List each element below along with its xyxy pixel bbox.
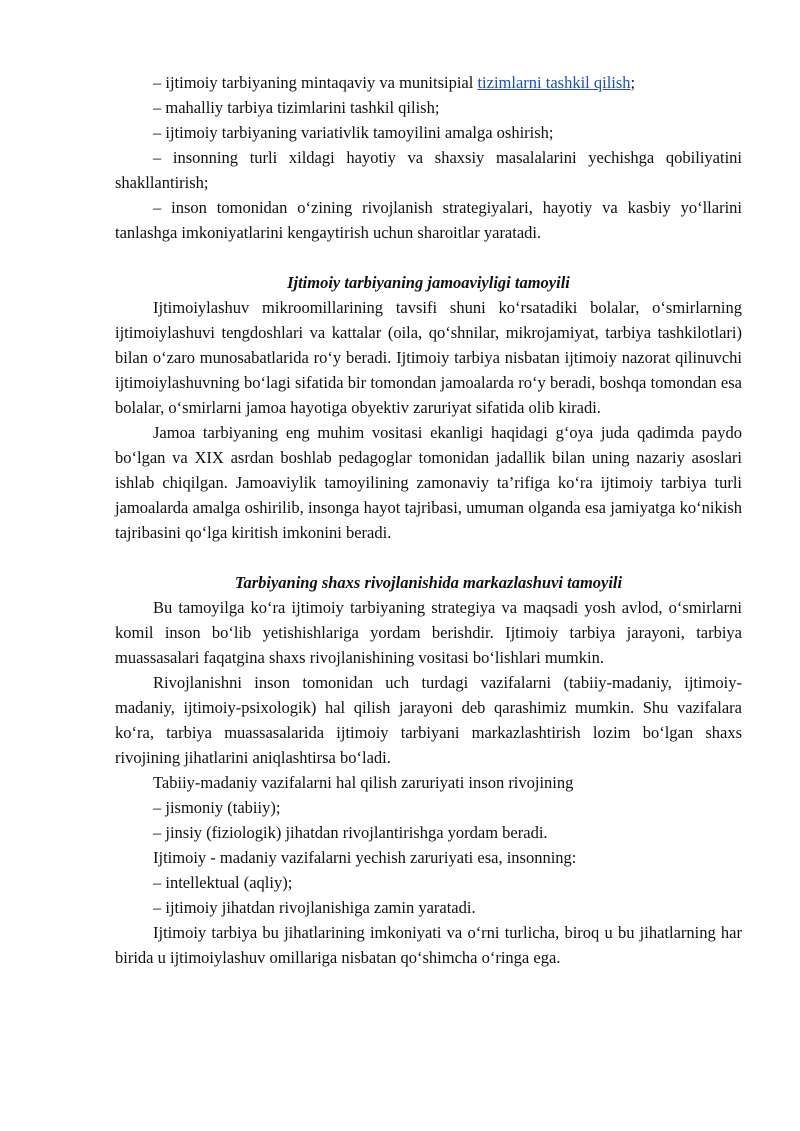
paragraph: Rivojlanishni inson tomonidan uch turdagi vazifalarni (tabiiy-madaniy, ijtimoiy-madaniy, ijtimoiy-psixologik) hal qilish jarayoni deb qarashimiz mumkin. Shu vazifalara ko‘ra, tarbiya muassasalarida ijtimoiy tarbiyani markazlashtirish lozim bo‘lgan shaxs rivojining jihatlarini aniqlashtirsa bo‘ladi. [115, 673, 742, 767]
paragraph: Jamoa tarbiyaning eng muhim vositasi ekanligi haqidagi g‘oya juda qadimda paydo bo‘lgan va XIX asrdan boshlab pedagoglar tomonidan jadallik bilan uning nazariy asoslari ishlab chiqilgan. Jamoaviylik tamoyilining zamonaviy ta’rifiga ko‘ra ijtimoiy tarbiya turli jamoalarda amalga oshirilib, insonga hayot tajribasi, umuman olganda esa jamiyatga ko‘nikish tajribasini qo‘lga kiritish imkonini beradi. [115, 423, 742, 542]
paragraph: Ijtimoiy tarbiya bu jihatlarining imkoniyati va o‘rni turlicha, biroq u bu jihatlarning har birida u ijtimoiylashuv omillariga nisbatan qo‘shimcha o‘ringa ega. [115, 923, 742, 967]
list-item: – intellektual (aqliy); [153, 873, 293, 892]
list-item-text: ; [630, 73, 636, 92]
list-item: – insonning turli xildagi hayotiy va shaxsiy masalalarini yechishga qobiliyatini shakllantirish; [115, 148, 742, 192]
paragraph: Ijtimoiy - madaniy vazifalarni yechish zaruriyati esa, insonning: [153, 848, 577, 867]
section-heading: Ijtimoiy tarbiyaning jamoaviyligi tamoyili [287, 273, 570, 292]
list-item: – inson tomonidan o‘zining rivojlanish strategiyalari, hayotiy va kasbiy yo‘llarini tanlashga imkoniyatlarini kengaytirish uchun sharoitlar yaratadi. [115, 198, 742, 242]
document-page [115, 70, 742, 970]
paragraph: Ijtimoiylashuv mikroomillarining tavsifi shuni ko‘rsatadiki bolalar, o‘smirlarning ijtimoiylashuvi tengdoshlari va kattalar (oila, qo‘shnilar, mikrojamiyat, tarbiya tashkilotlari) bilan o‘zaro munosabatlarida ro‘y beradi. Ijtimoiy tarbiya nisbatan ijtimoiy nazorat qilinuvchi ijtimoiylashuvning bo‘lagi sifatida bir tomondan jamoalarda ro‘y beradi, boshqa tomondan esa bolalar, o‘smirlarni jamoa hayotiga obyektiv zaruriyat sifatida olib kiradi. [115, 298, 742, 417]
tizimlar-link[interactable]: tizimlarni tashkil qilish [477, 73, 631, 92]
paragraph: Bu tamoyilga ko‘ra ijtimoiy tarbiyaning strategiya va maqsadi yosh avlod, o‘smirlarni komil inson bo‘lib yetishishlariga yordam berishdir. Ijtimoiy tarbiya jarayoni, tarbiya muassasalari faqatgina shaxs rivojlanishining vositasi bo‘lishlari mumkin. [115, 598, 742, 667]
list-item: – ijtimoiy jihatdan rivojlanishiga zamin yaratadi. [153, 898, 476, 917]
list-item: – jismoniy (tabiiy); [153, 798, 281, 817]
list-item: – mahalliy tarbiya tizimlarini tashkil qilish; [153, 98, 440, 117]
spacer [115, 245, 742, 270]
list-item [115, 70, 742, 95]
list-item: – ijtimoiy tarbiyaning variativlik tamoyilini amalga oshirish; [153, 123, 554, 142]
spacer [115, 545, 742, 570]
list-item: – jinsiy (fiziologik) jihatdan rivojlantirishga yordam beradi. [153, 823, 548, 842]
section-heading: Tarbiyaning shaxs rivojlanishida markazlashuvi tamoyili [234, 573, 623, 592]
paragraph: Tabiiy-madaniy vazifalarni hal qilish zaruriyati inson rivojining [153, 773, 574, 792]
list-item-text: – ijtimoiy tarbiyaning mintaqaviy va munitsipial [153, 73, 478, 92]
